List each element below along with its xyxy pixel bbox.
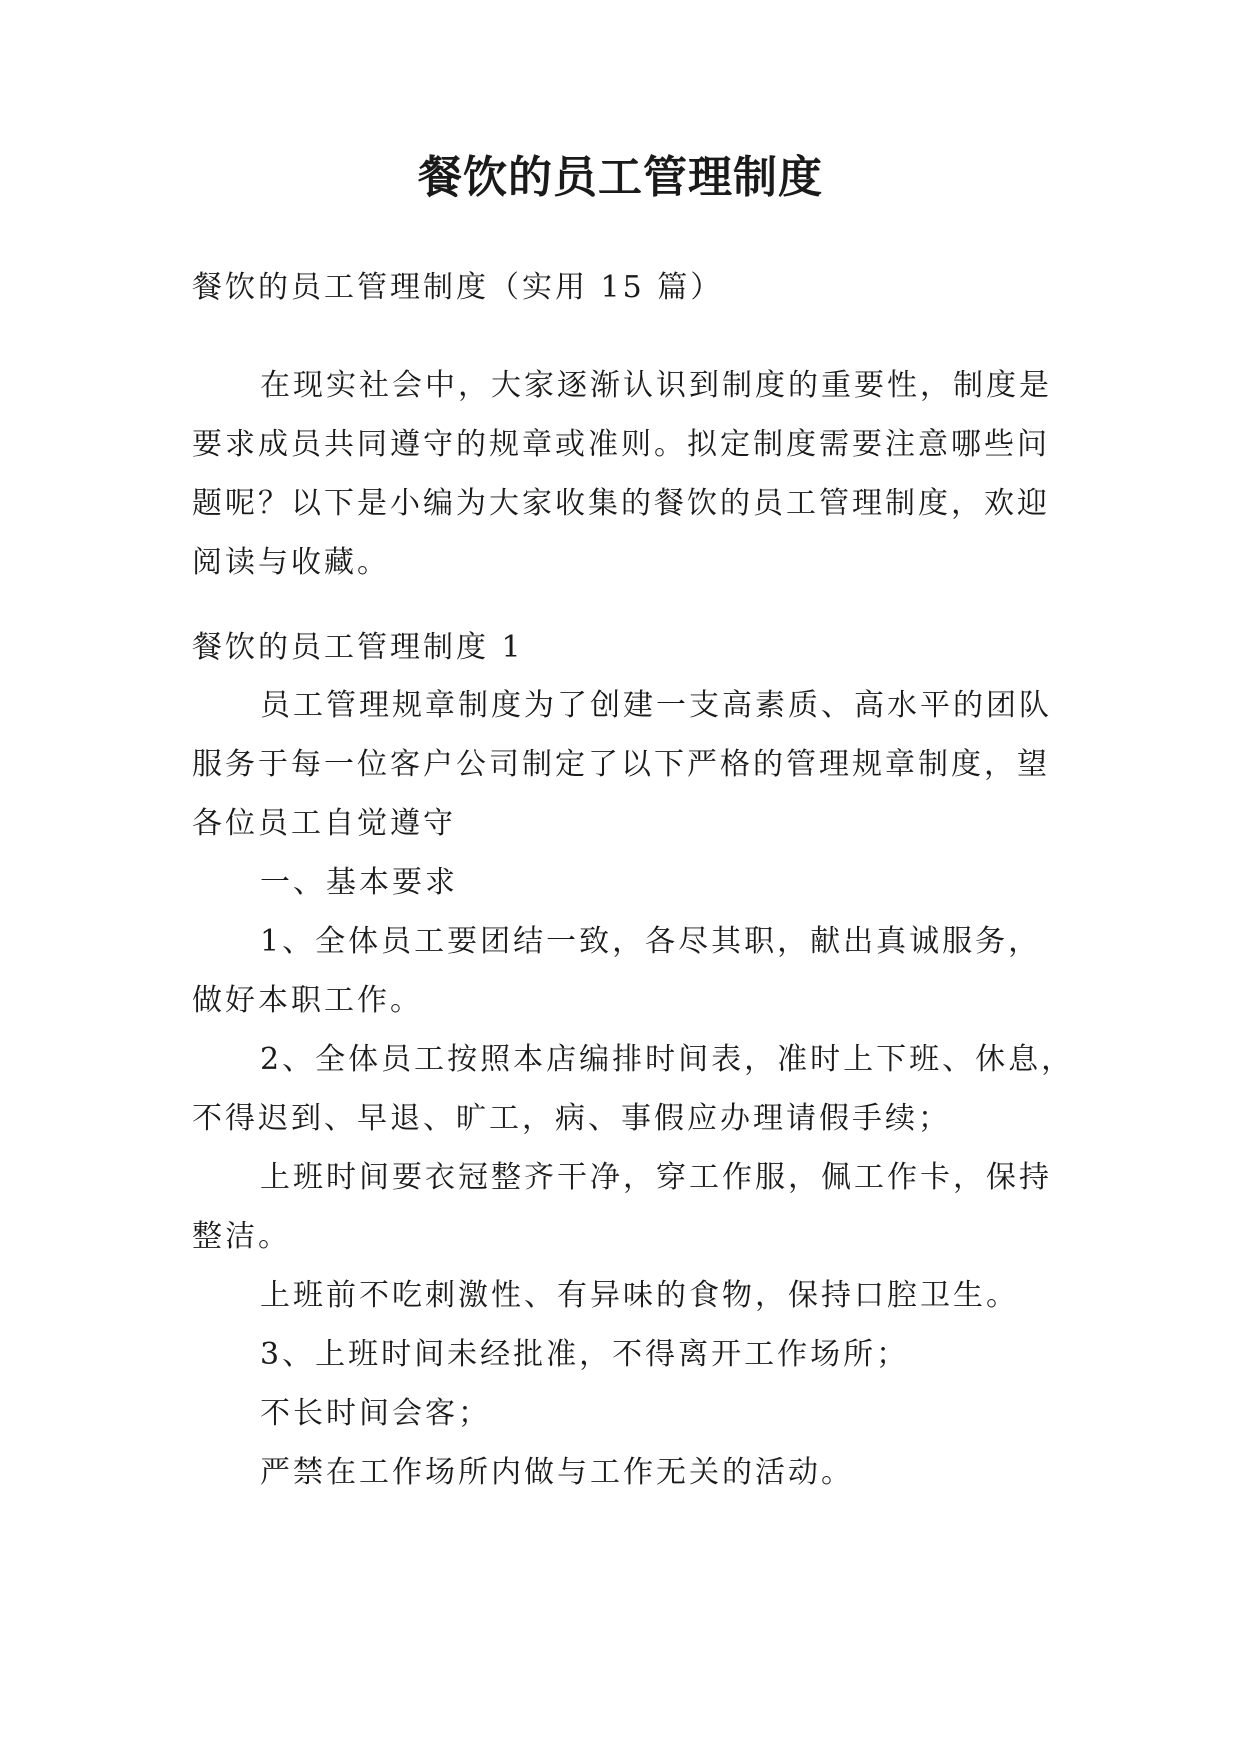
document-subtitle: 餐饮的员工管理制度（实用 15 篇）: [192, 270, 724, 305]
document-title: 餐饮的员工管理制度: [418, 152, 823, 203]
paragraph-line: 员工管理规章制度为了创建一支高素质、高水平的团队: [260, 688, 1052, 723]
paragraph-line: 题呢？以下是小编为大家收集的餐饮的员工管理制度，欢迎: [192, 486, 1050, 521]
paragraph-line: 阅读与收藏。: [192, 545, 390, 580]
item-1: [192, 912, 1072, 1030]
item-3-note-b: 严禁在工作场所内做与工作无关的活动。: [260, 1455, 854, 1490]
paragraph-line: 做好本职工作。: [192, 983, 423, 1018]
paragraph-1: [192, 676, 1072, 853]
item-3-note-a: 不长时间会客；: [260, 1396, 491, 1431]
paragraph-line: 上班时间要衣冠整齐干净，穿工作服，佩工作卡，保持: [260, 1160, 1052, 1195]
item-2-note-b: 上班前不吃刺激性、有异味的食物，保持口腔卫生。: [260, 1278, 1019, 1313]
paragraph-line: 2、全体员工按照本店编排时间表，准时上下班、休息，: [260, 1042, 1075, 1077]
section-heading: 餐饮的员工管理制度 1: [192, 630, 524, 665]
paragraph-line: 整洁。: [192, 1219, 291, 1254]
paragraph-line: 服务于每一位客户公司制定了以下严格的管理规章制度，望: [192, 747, 1050, 782]
paragraph-line: 要求成员共同遵守的规章或准则。拟定制度需要注意哪些问: [192, 427, 1050, 462]
item-2-note-a: [192, 1148, 1072, 1266]
item-2: [192, 1030, 1075, 1148]
subheading-basic-requirements: 一、基本要求: [260, 865, 458, 900]
item-3: 3、上班时间未经批准，不得离开工作场所；: [260, 1337, 910, 1372]
paragraph-line: 1、全体员工要团结一致，各尽其职，献出真诚服务，: [260, 924, 1042, 959]
paragraph-line: 各位员工自觉遵守: [192, 806, 456, 841]
paragraph-line: 不得迟到、早退、旷工，病、事假应办理请假手续；: [192, 1101, 951, 1136]
paragraph-line: 在现实社会中，大家逐渐认识到制度的重要性，制度是: [260, 368, 1052, 403]
intro-paragraph: [192, 356, 1072, 592]
